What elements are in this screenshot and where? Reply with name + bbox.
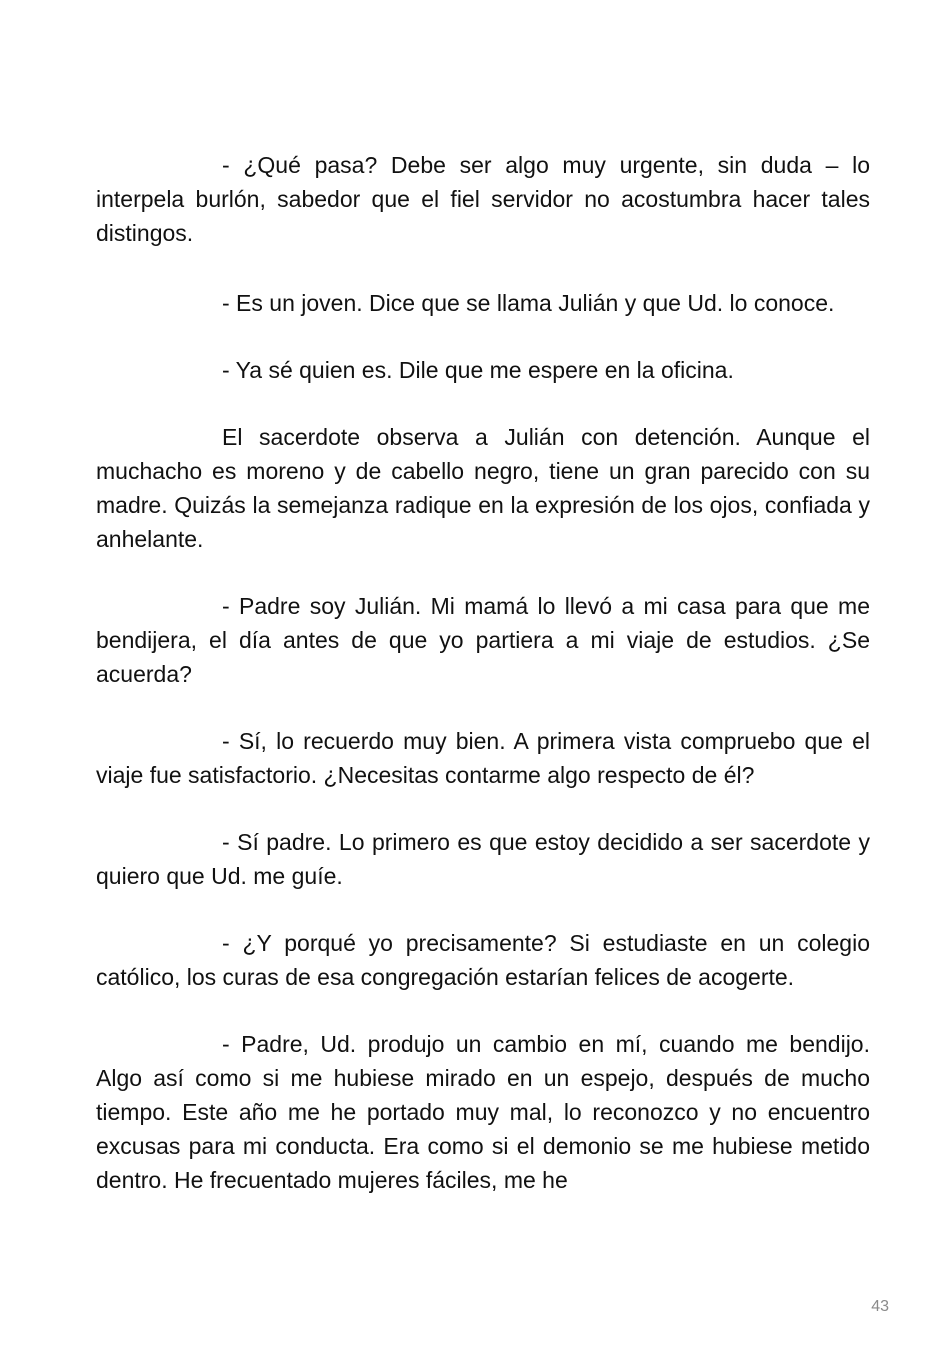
paragraph-6: - Sí, lo recuerdo muy bien. A primera vista compruebo que el viaje fue satisfactorio. ¿Necesitas contarme algo respecto de él?	[96, 728, 870, 788]
paragraph-2: - Es un joven. Dice que se llama Julián y que Ud. lo conoce.	[222, 290, 835, 316]
paragraph-8: - ¿Y porqué yo precisamente? Si estudiaste en un colegio católico, los curas de esa congregación estarían felices de acogerte.	[96, 930, 870, 990]
paragraph-9: - Padre, Ud. produjo un cambio en mí, cuando me bendijo. Algo así como si me hubiese mirado en un espejo, después de mucho tiempo. Este año me he portado muy mal, lo reconozco y no encuentro excusas para mi conducta. Era como si el demonio se me hubiese metido dentro. He frecuentado mujeres fáciles, me he	[96, 1031, 870, 1193]
paragraph-3: - Ya sé quien es. Dile que me espere en la oficina.	[222, 357, 734, 383]
body-text	[96, 148, 870, 1197]
paragraph-7: - Sí padre. Lo primero es que estoy decidido a ser sacerdote y quiero que Ud. me guíe.	[96, 829, 870, 889]
page-number: 43	[871, 1298, 889, 1315]
paragraph-1: - ¿Qué pasa? Debe ser algo muy urgente, sin duda – lo interpela burlón, sabedor que el fiel servidor no acostumbra hacer tales distingos.	[96, 152, 870, 246]
paragraph-4: El sacerdote observa a Julián con detención. Aunque el muchacho es moreno y de cabello negro, tiene un gran parecido con su madre. Quizás la semejanza radique en la expresión de los ojos, confiada y anhelante.	[96, 424, 870, 552]
paragraph-5: - Padre soy Julián. Mi mamá lo llevó a mi casa para que me bendijera, el día antes de que yo partiera a mi viaje de estudios. ¿Se acuerda?	[96, 593, 870, 687]
